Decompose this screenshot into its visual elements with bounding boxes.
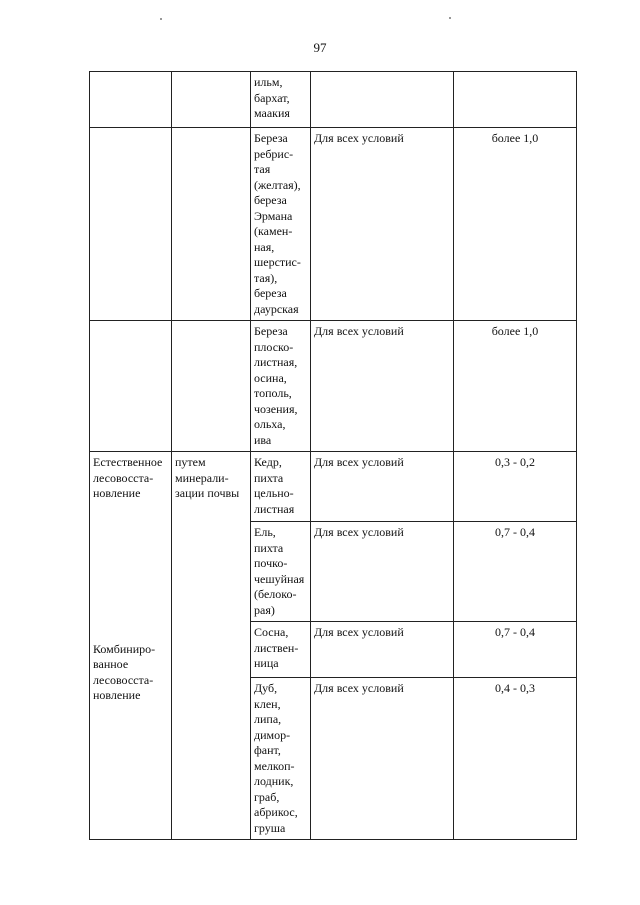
species-cell: Береза ребрис- тая (желтая), береза Эрмана (камен- ная, шерстис- тая), береза даурская bbox=[251, 128, 311, 321]
method-cell bbox=[90, 128, 172, 321]
species-cell: Кедр, пихта цельно- листная bbox=[251, 452, 311, 522]
conditions-cell bbox=[311, 72, 454, 128]
way-cell bbox=[172, 72, 251, 128]
species-cell: Береза плоско- листная, осина, тополь, чозения, ольха, ива bbox=[251, 321, 311, 452]
conditions-cell: Для всех условий bbox=[311, 321, 454, 452]
conditions-cell: Для всех условий bbox=[311, 452, 454, 522]
species-cell: ильм, бархат, маакия bbox=[251, 72, 311, 128]
value-cell: 0,3 - 0,2 bbox=[454, 452, 577, 522]
scan-speck bbox=[160, 18, 162, 20]
table-row bbox=[90, 452, 577, 522]
conditions-cell: Для всех условий bbox=[311, 522, 454, 622]
value-cell: более 1,0 bbox=[454, 128, 577, 321]
way-cell bbox=[172, 128, 251, 321]
table-row bbox=[90, 321, 577, 452]
table-row bbox=[90, 128, 577, 321]
value-cell: 0,7 - 0,4 bbox=[454, 622, 577, 678]
method-combined-label: Комбиниро- ванное лесовосста- новление bbox=[93, 641, 156, 702]
way-cell: путем минерали- зации почвы bbox=[172, 452, 251, 840]
scan-speck bbox=[449, 17, 451, 19]
method-cell bbox=[90, 72, 172, 128]
table-row bbox=[90, 72, 577, 128]
conditions-cell: Для всех условий bbox=[311, 128, 454, 321]
method-natural-label: Естественное лесовосста- новление bbox=[93, 455, 163, 500]
species-cell: Дуб, клен, липа, димор- фант, мелкоп- лодник, граб, абрикос, груша bbox=[251, 678, 311, 840]
way-cell bbox=[172, 321, 251, 452]
planting-density-table bbox=[89, 71, 577, 840]
method-cell bbox=[90, 321, 172, 452]
method-cell bbox=[90, 452, 172, 840]
conditions-cell: Для всех условий bbox=[311, 678, 454, 840]
species-cell: Сосна, листвен- ница bbox=[251, 622, 311, 678]
value-cell: 0,7 - 0,4 bbox=[454, 522, 577, 622]
conditions-cell: Для всех условий bbox=[311, 622, 454, 678]
page-number: 97 bbox=[313, 40, 327, 55]
value-cell bbox=[454, 72, 577, 128]
species-cell: Ель, пихта почко- чешуйная (белоко- рая) bbox=[251, 522, 311, 622]
value-cell: 0,4 - 0,3 bbox=[454, 678, 577, 840]
value-cell: более 1,0 bbox=[454, 321, 577, 452]
